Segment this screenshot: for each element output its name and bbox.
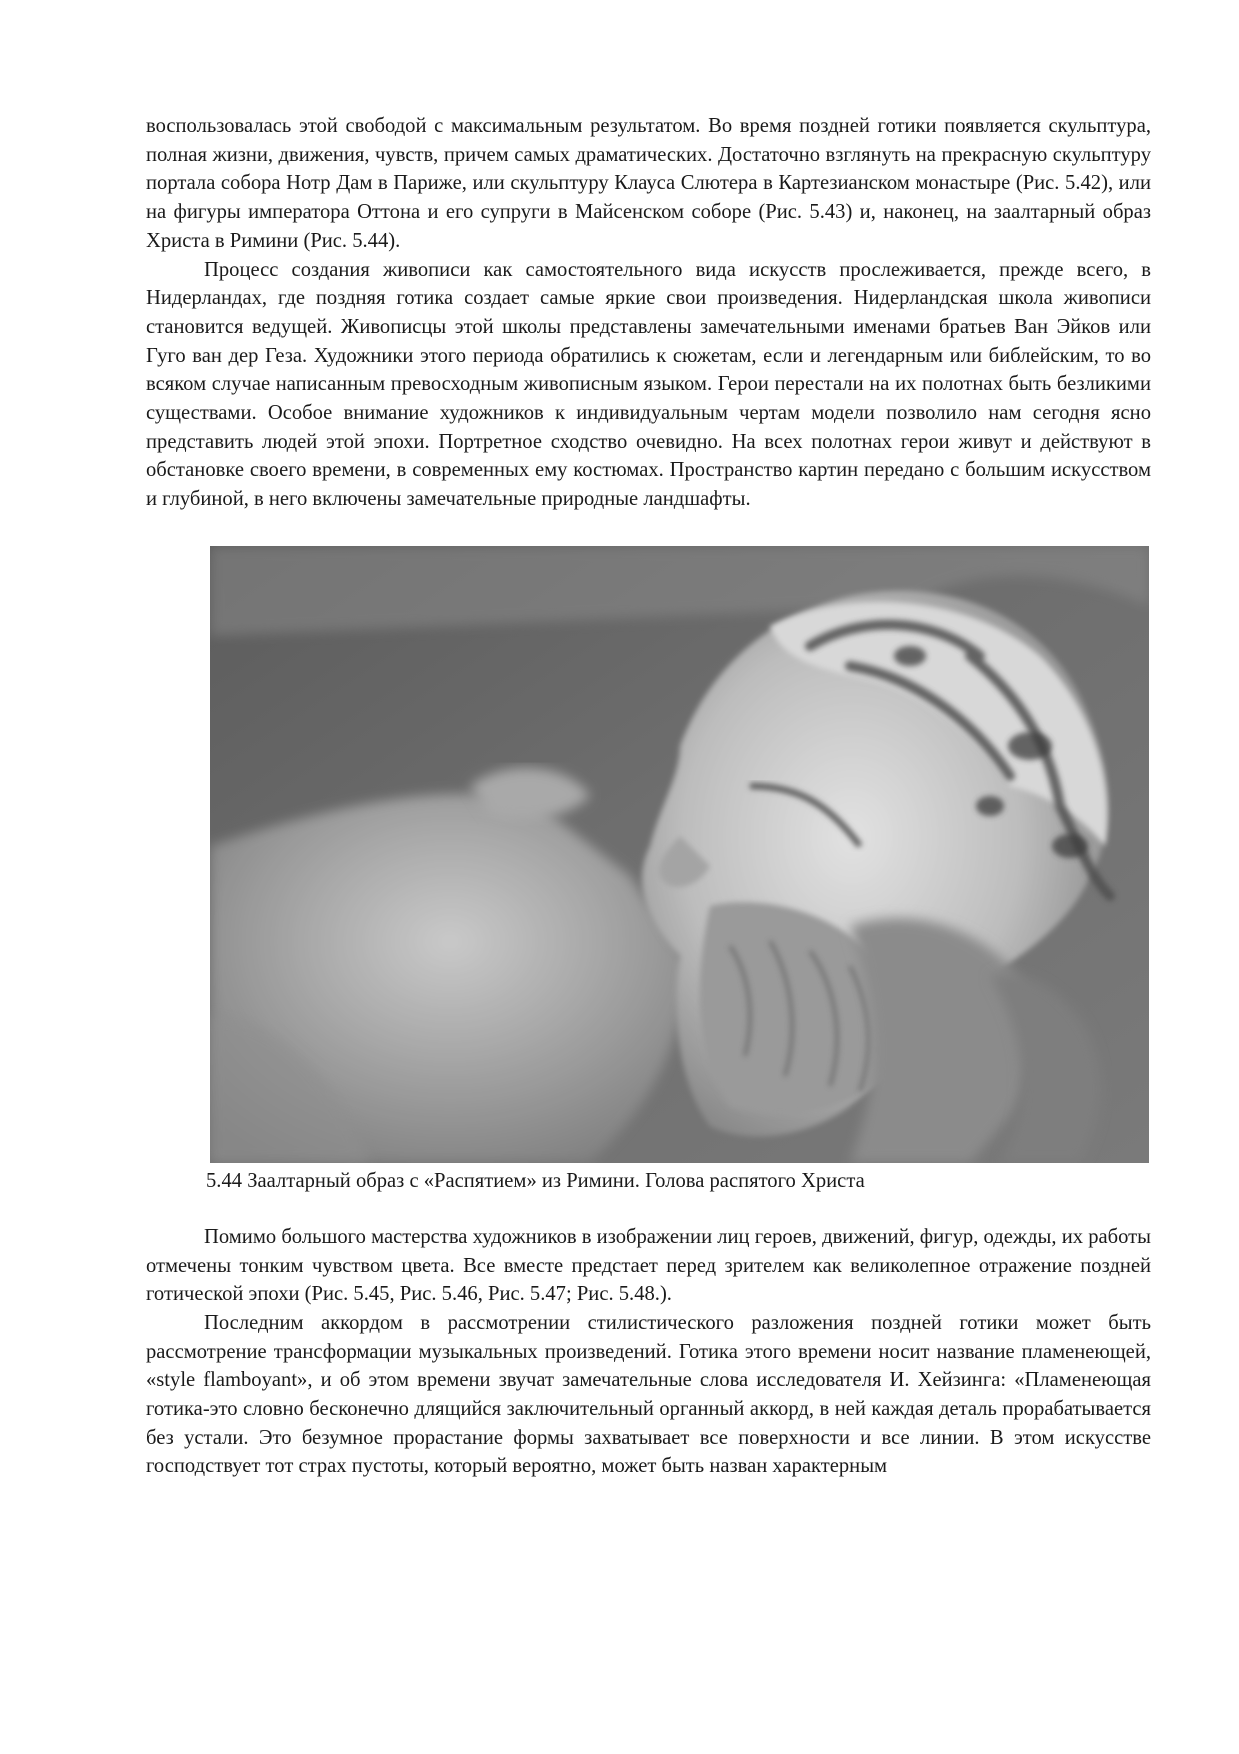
paragraph-color-sense: Помимо большого мастерства художников в изображении лиц героев, движений, фигур, одежды, их работы отмечены тонким чувством цвета. Все вместе предстает перед зрителем как великолепное отражение поздней готической эпохи (Рис. 5.45, Рис. 5.46, Рис. 5.47; Рис. 5.48.).	[146, 1225, 1151, 1306]
figure-caption: 5.44 Заалтарный образ с «Распятием» из Римини. Голова распятого Христа	[206, 1169, 865, 1192]
document-page	[146, 112, 1151, 1481]
crucified-christ-head-photo	[210, 546, 1149, 1163]
paragraph-flamboyant-gothic: Последним аккордом в рассмотрении стилистического разложения поздней готики может быть рассмотрение трансформации музыкальных произведений. Готика этого времени носит название пламенеющей, «style flamboyant», и об этом времени звучат замечательные слова исследователя И. Хейзинга: «Пламенеющая готика-это словно бесконечно длящийся заключительный органный аккорд, в ней каждая деталь прорабатывается без устали. Это безумное прорастание формы захватывает все поверхности и все линии. В этом искусстве господствует тот страх пустоты, который вероятно, может быть назван характерным	[146, 1311, 1151, 1478]
paragraph-sculpture: воспользовалась этой свободой с максимальным результатом. Во время поздней готики появляется скульптура, полная жизни, движения, чувств, причем самых драматических. Достаточно взглянуть на прекрасную скульптуру портала собора Нотр Дам в Париже, или скульптуру Клауса Слютера в Картезианском монастыре (Рис. 5.42), или на фигуры императора Оттона и его супруги в Майсенском соборе (Рис. 5.43) и, наконец, на заалтарный образ Христа в Римини (Рис. 5.44).	[146, 115, 1151, 252]
figure-5-44	[206, 546, 1149, 1195]
paragraph-netherlands-painting: Процесс создания живописи как самостоятельного вида искусств прослеживается, прежде всего, в Нидерландах, где поздняя готика создает самые яркие свои произведения. Нидерландская школа живописи становится ведущей. Живописцы этой школы представлены замечательными именами братьев Ван Эйков или Гуго ван дер Геза. Художники этого периода обратились к сюжетам, если и легендарным или библейским, то во всяком случае написанным превосходным живописным языком. Герои перестали на их полотнах быть безликими существами. Особое внимание художников к индивидуальным чертам модели позволило нам сегодня ясно представить людей этой эпохи. Портретное сходство очевидно. На всех полотнах герои живут и действуют в обстановке своего времени, в современных ему костюмах. Пространство картин передано с большим искусством и глубиной, в него включены замечательные природные ландшафты.	[146, 258, 1151, 511]
